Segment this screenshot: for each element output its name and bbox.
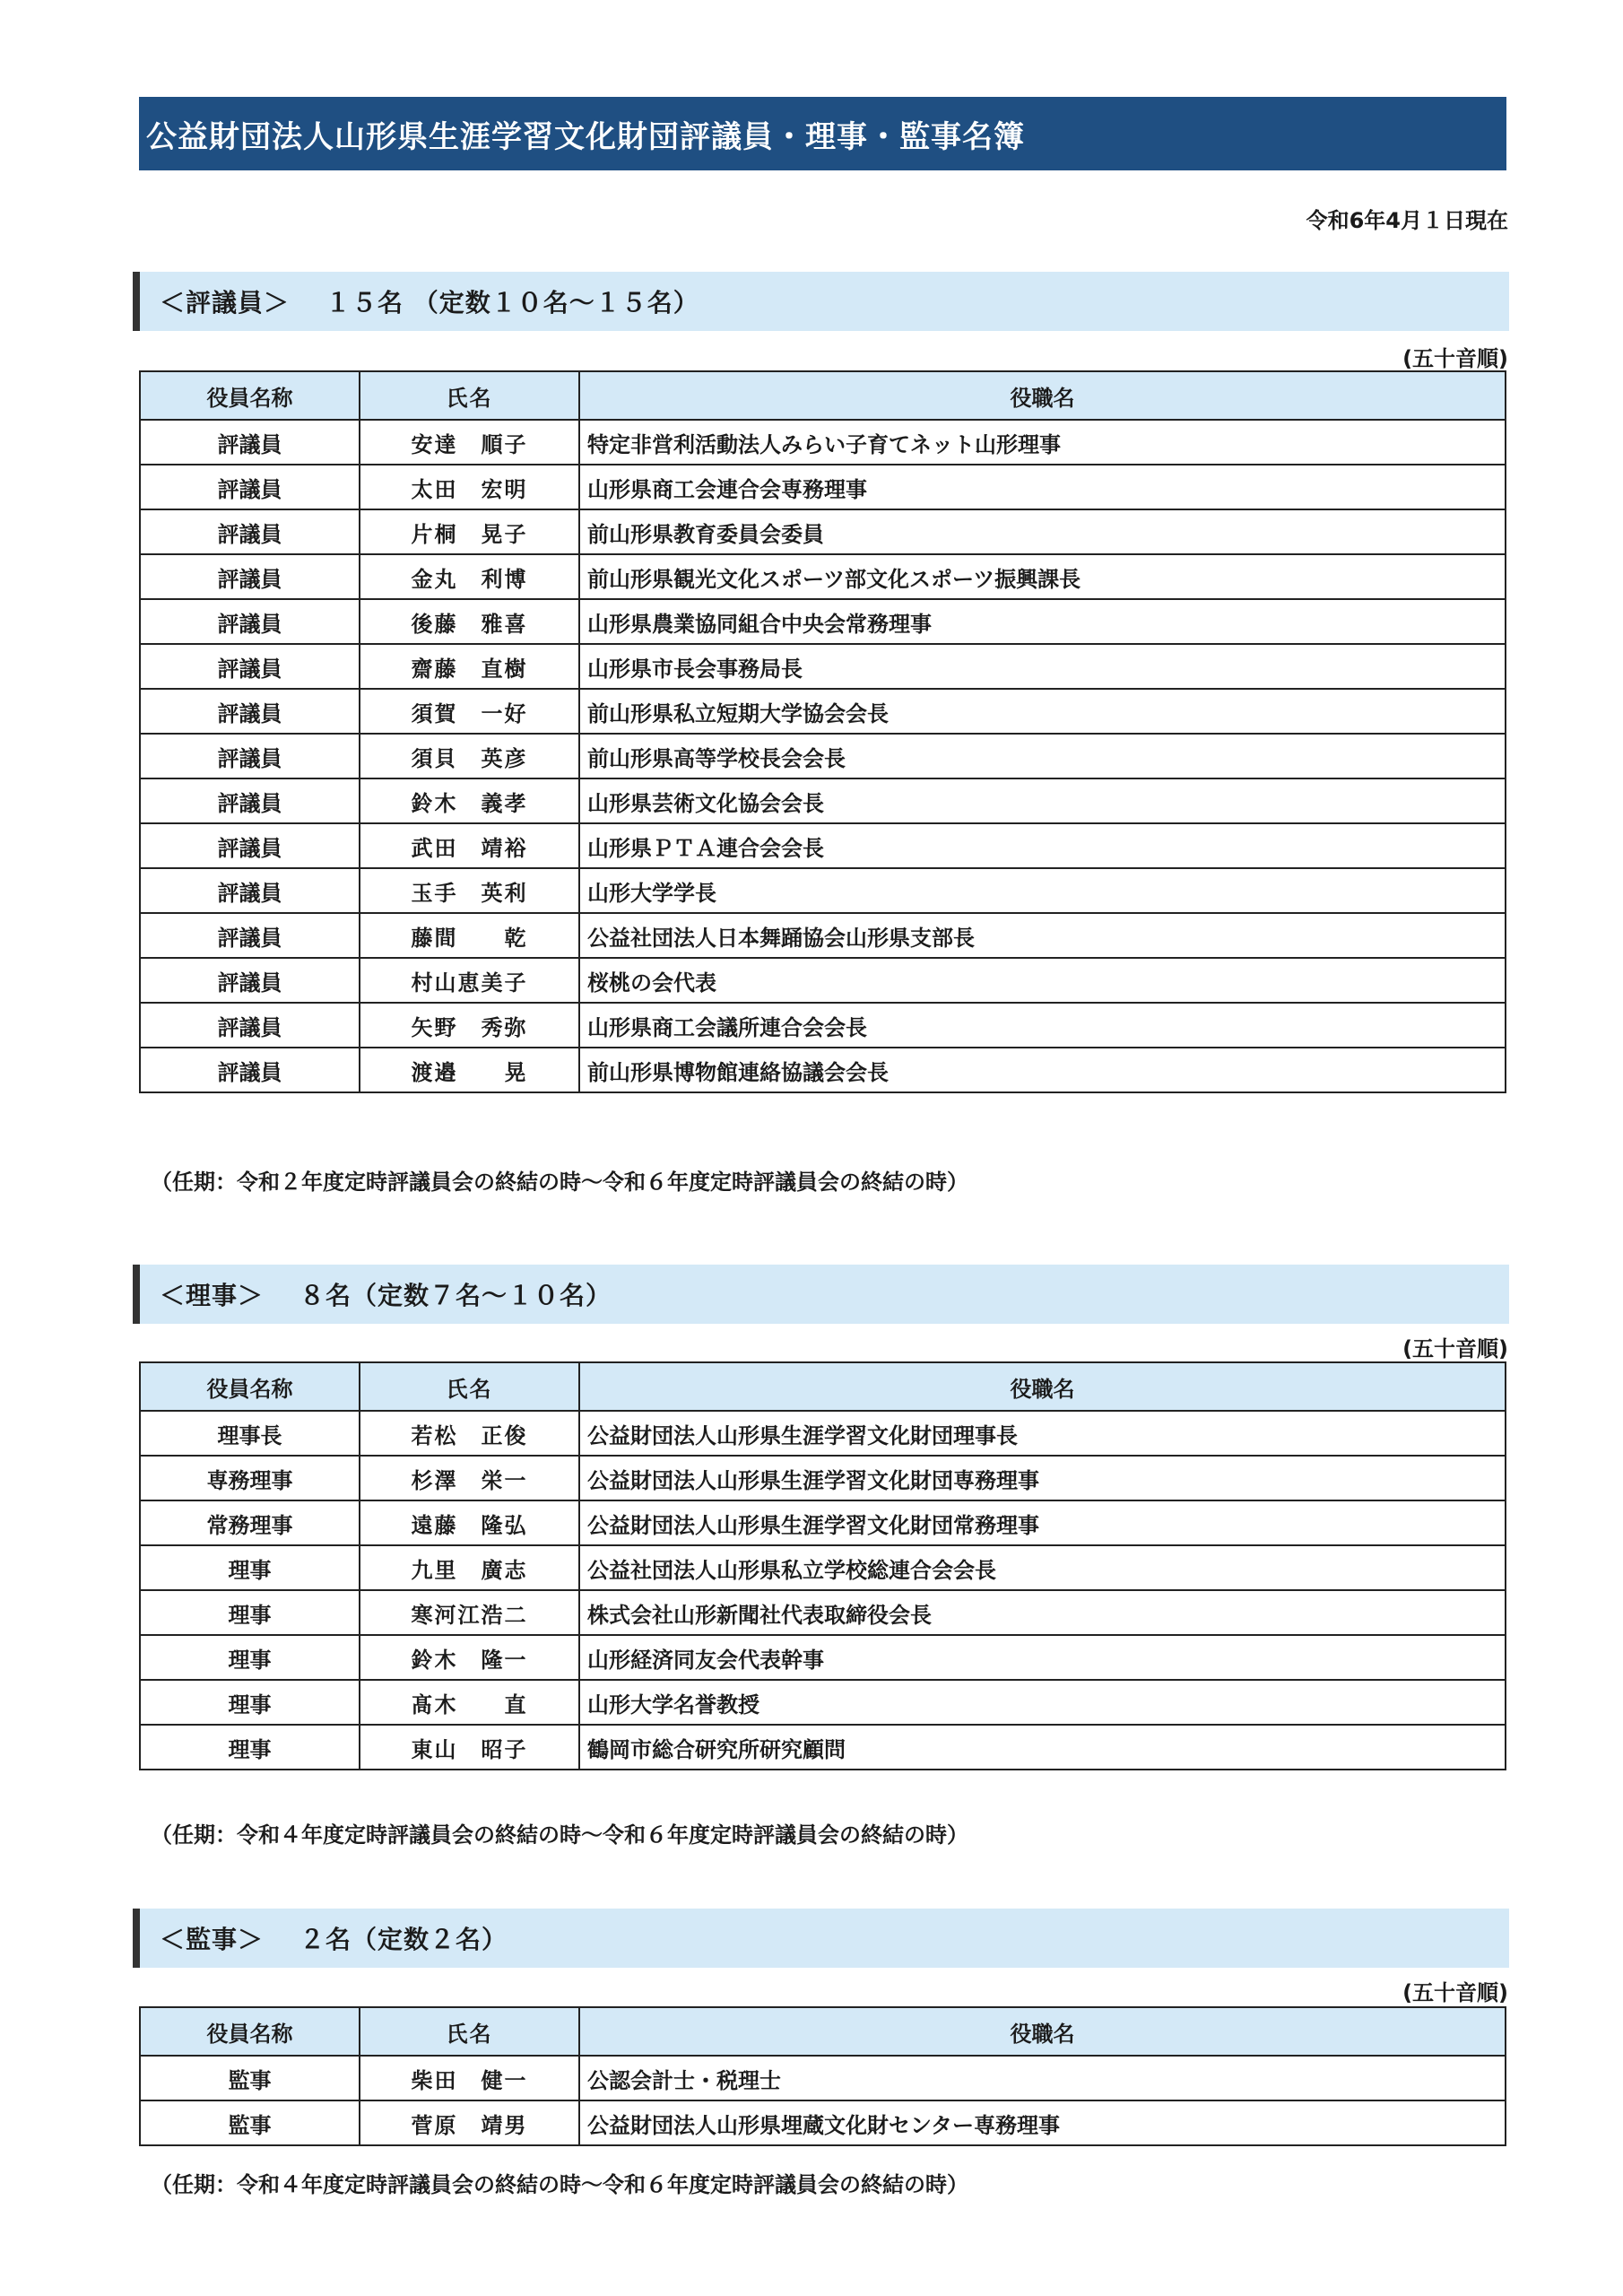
cell-role: 理事 bbox=[140, 1545, 360, 1590]
section-count: １５名 （定数１０名～１５名） bbox=[325, 288, 699, 317]
table-row bbox=[140, 2056, 1506, 2100]
cell-post: 山形県商工会議所連合会会長 bbox=[579, 1003, 1506, 1048]
section-heading: ＜評議員＞ bbox=[160, 288, 291, 317]
table-row bbox=[140, 420, 1506, 465]
table-row bbox=[140, 1680, 1506, 1725]
cell-post: 株式会社山形新聞社代表取締役会長 bbox=[579, 1590, 1506, 1635]
cell-name: 後藤 雅喜 bbox=[360, 599, 579, 644]
table-row bbox=[140, 554, 1506, 599]
cell-name: 柴田 健一 bbox=[360, 2056, 579, 2100]
as-of-date: 令和6年4月１日現在 bbox=[1306, 208, 1508, 233]
column-header-name: 氏名 bbox=[360, 2007, 579, 2056]
cell-post: 山形県市長会事務局長 bbox=[579, 644, 1506, 689]
cell-name: 鈴木 隆一 bbox=[360, 1635, 579, 1680]
cell-name: 片桐 晃子 bbox=[360, 509, 579, 554]
table-row bbox=[140, 823, 1506, 868]
section-header-auditors bbox=[133, 1909, 1509, 1968]
table-row bbox=[140, 913, 1506, 958]
cell-name: 齋藤 直樹 bbox=[360, 644, 579, 689]
cell-role: 評議員 bbox=[140, 1003, 360, 1048]
cell-post: 公益社団法人山形県私立学校総連合会会長 bbox=[579, 1545, 1506, 1590]
table-row bbox=[140, 1545, 1506, 1590]
cell-name: 寒河江浩二 bbox=[360, 1590, 579, 1635]
table-row bbox=[140, 1500, 1506, 1545]
table-header-row bbox=[140, 1362, 1506, 1411]
cell-role: 評議員 bbox=[140, 420, 360, 465]
section-heading: ＜理事＞ bbox=[160, 1281, 265, 1310]
section-count: ８名（定数７名～１０名） bbox=[299, 1281, 612, 1310]
cell-role: 理事 bbox=[140, 1635, 360, 1680]
order-note-directors: (五十音順) bbox=[1402, 1336, 1508, 1361]
cell-post: 山形大学名誉教授 bbox=[579, 1680, 1506, 1725]
cell-post: 山形県商工会連合会専務理事 bbox=[579, 465, 1506, 509]
table-row bbox=[140, 958, 1506, 1003]
column-header-post: 役職名 bbox=[579, 371, 1506, 420]
cell-role: 理事 bbox=[140, 1680, 360, 1725]
table-row bbox=[140, 778, 1506, 823]
section-header-councilors bbox=[133, 272, 1509, 331]
table-row bbox=[140, 1411, 1506, 1456]
cell-post: 公益財団法人山形県生涯学習文化財団専務理事 bbox=[579, 1456, 1506, 1500]
column-header-post: 役職名 bbox=[579, 2007, 1506, 2056]
table-row bbox=[140, 1590, 1506, 1635]
table-row bbox=[140, 1635, 1506, 1680]
cell-role: 理事 bbox=[140, 1725, 360, 1770]
cell-role: 評議員 bbox=[140, 868, 360, 913]
section-header-directors bbox=[133, 1265, 1509, 1324]
order-note-councilors: (五十音順) bbox=[1402, 346, 1508, 371]
cell-post: 前山形県観光文化スポーツ部文化スポーツ振興課長 bbox=[579, 554, 1506, 599]
table-header-row bbox=[140, 2007, 1506, 2056]
cell-post: 前山形県博物館連絡協議会会長 bbox=[579, 1048, 1506, 1092]
cell-post: 公益財団法人山形県生涯学習文化財団常務理事 bbox=[579, 1500, 1506, 1545]
cell-role: 評議員 bbox=[140, 1048, 360, 1092]
column-header-role: 役員名称 bbox=[140, 371, 360, 420]
auditors-table bbox=[139, 2006, 1506, 2146]
table-row bbox=[140, 509, 1506, 554]
table-row bbox=[140, 465, 1506, 509]
cell-role: 監事 bbox=[140, 2056, 360, 2100]
cell-name: 髙木 直 bbox=[360, 1680, 579, 1725]
table-row bbox=[140, 734, 1506, 778]
cell-post: 山形県農業協同組合中央会常務理事 bbox=[579, 599, 1506, 644]
order-note-auditors: (五十音順) bbox=[1402, 1980, 1508, 2005]
column-header-role: 役員名称 bbox=[140, 1362, 360, 1411]
table-row bbox=[140, 1725, 1506, 1770]
cell-role: 評議員 bbox=[140, 465, 360, 509]
title-text: 公益財団法人山形県生涯学習文化財団評議員・理事・監事名簿 bbox=[146, 118, 1025, 155]
table-header-row bbox=[140, 371, 1506, 420]
councilors-table bbox=[139, 370, 1506, 1093]
cell-name: 渡邉 晃 bbox=[360, 1048, 579, 1092]
cell-name: 藤間 乾 bbox=[360, 913, 579, 958]
cell-post: 公益財団法人山形県埋蔵文化財センター専務理事 bbox=[579, 2100, 1506, 2145]
table-row bbox=[140, 1003, 1506, 1048]
cell-role: 評議員 bbox=[140, 823, 360, 868]
cell-name: 矢野 秀弥 bbox=[360, 1003, 579, 1048]
cell-post: 鶴岡市総合研究所研究顧問 bbox=[579, 1725, 1506, 1770]
term-note-councilors: （任期：令和２年度定時評議員会の終結の時～令和６年度定時評議員会の終結の時） bbox=[151, 1170, 968, 1195]
cell-role: 評議員 bbox=[140, 599, 360, 644]
cell-name: 東山 昭子 bbox=[360, 1725, 579, 1770]
cell-post: 桜桃の会代表 bbox=[579, 958, 1506, 1003]
cell-role: 評議員 bbox=[140, 778, 360, 823]
cell-name: 鈴木 義孝 bbox=[360, 778, 579, 823]
cell-post: 前山形県私立短期大学協会会長 bbox=[579, 689, 1506, 734]
cell-name: 菅原 靖男 bbox=[360, 2100, 579, 2145]
cell-name: 須賀 一好 bbox=[360, 689, 579, 734]
column-header-name: 氏名 bbox=[360, 1362, 579, 1411]
table-row bbox=[140, 1048, 1506, 1092]
cell-role: 評議員 bbox=[140, 554, 360, 599]
cell-role: 理事長 bbox=[140, 1411, 360, 1456]
cell-name: 遠藤 隆弘 bbox=[360, 1500, 579, 1545]
cell-role: 理事 bbox=[140, 1590, 360, 1635]
cell-name: 村山恵美子 bbox=[360, 958, 579, 1003]
cell-name: 安達 順子 bbox=[360, 420, 579, 465]
cell-role: 常務理事 bbox=[140, 1500, 360, 1545]
cell-name: 玉手 英利 bbox=[360, 868, 579, 913]
directors-table bbox=[139, 1361, 1506, 1770]
cell-role: 監事 bbox=[140, 2100, 360, 2145]
cell-role: 評議員 bbox=[140, 509, 360, 554]
cell-role: 評議員 bbox=[140, 689, 360, 734]
cell-role: 評議員 bbox=[140, 913, 360, 958]
cell-post: 山形経済同友会代表幹事 bbox=[579, 1635, 1506, 1680]
cell-name: 武田 靖裕 bbox=[360, 823, 579, 868]
column-header-name: 氏名 bbox=[360, 371, 579, 420]
table-row bbox=[140, 1456, 1506, 1500]
cell-name: 九里 廣志 bbox=[360, 1545, 579, 1590]
cell-role: 評議員 bbox=[140, 958, 360, 1003]
cell-post: 前山形県高等学校長会会長 bbox=[579, 734, 1506, 778]
section-count: ２名（定数２名） bbox=[299, 1925, 508, 1954]
cell-post: 山形県芸術文化協会会長 bbox=[579, 778, 1506, 823]
column-header-post: 役職名 bbox=[579, 1362, 1506, 1411]
cell-role: 評議員 bbox=[140, 644, 360, 689]
document-title bbox=[139, 97, 1506, 170]
cell-post: 公益財団法人山形県生涯学習文化財団理事長 bbox=[579, 1411, 1506, 1456]
column-header-role: 役員名称 bbox=[140, 2007, 360, 2056]
table-row bbox=[140, 868, 1506, 913]
cell-post: 山形大学学長 bbox=[579, 868, 1506, 913]
table-row bbox=[140, 689, 1506, 734]
cell-post: 前山形県教育委員会委員 bbox=[579, 509, 1506, 554]
table-row bbox=[140, 599, 1506, 644]
term-note-auditors: （任期：令和４年度定時評議員会の終結の時～令和６年度定時評議員会の終結の時） bbox=[151, 2172, 968, 2197]
cell-name: 杉澤 栄一 bbox=[360, 1456, 579, 1500]
cell-post: 公認会計士・税理士 bbox=[579, 2056, 1506, 2100]
term-note-directors: （任期：令和４年度定時評議員会の終結の時～令和６年度定時評議員会の終結の時） bbox=[151, 1822, 968, 1848]
cell-post: 特定非営利活動法人みらい子育てネット山形理事 bbox=[579, 420, 1506, 465]
table-row bbox=[140, 2100, 1506, 2145]
section-heading: ＜監事＞ bbox=[160, 1925, 265, 1954]
cell-role: 専務理事 bbox=[140, 1456, 360, 1500]
cell-name: 金丸 利博 bbox=[360, 554, 579, 599]
cell-name: 須貝 英彦 bbox=[360, 734, 579, 778]
cell-name: 若松 正俊 bbox=[360, 1411, 579, 1456]
cell-name: 太田 宏明 bbox=[360, 465, 579, 509]
cell-role: 評議員 bbox=[140, 734, 360, 778]
table-row bbox=[140, 644, 1506, 689]
cell-post: 公益社団法人日本舞踊協会山形県支部長 bbox=[579, 913, 1506, 958]
cell-post: 山形県ＰＴＡ連合会会長 bbox=[579, 823, 1506, 868]
